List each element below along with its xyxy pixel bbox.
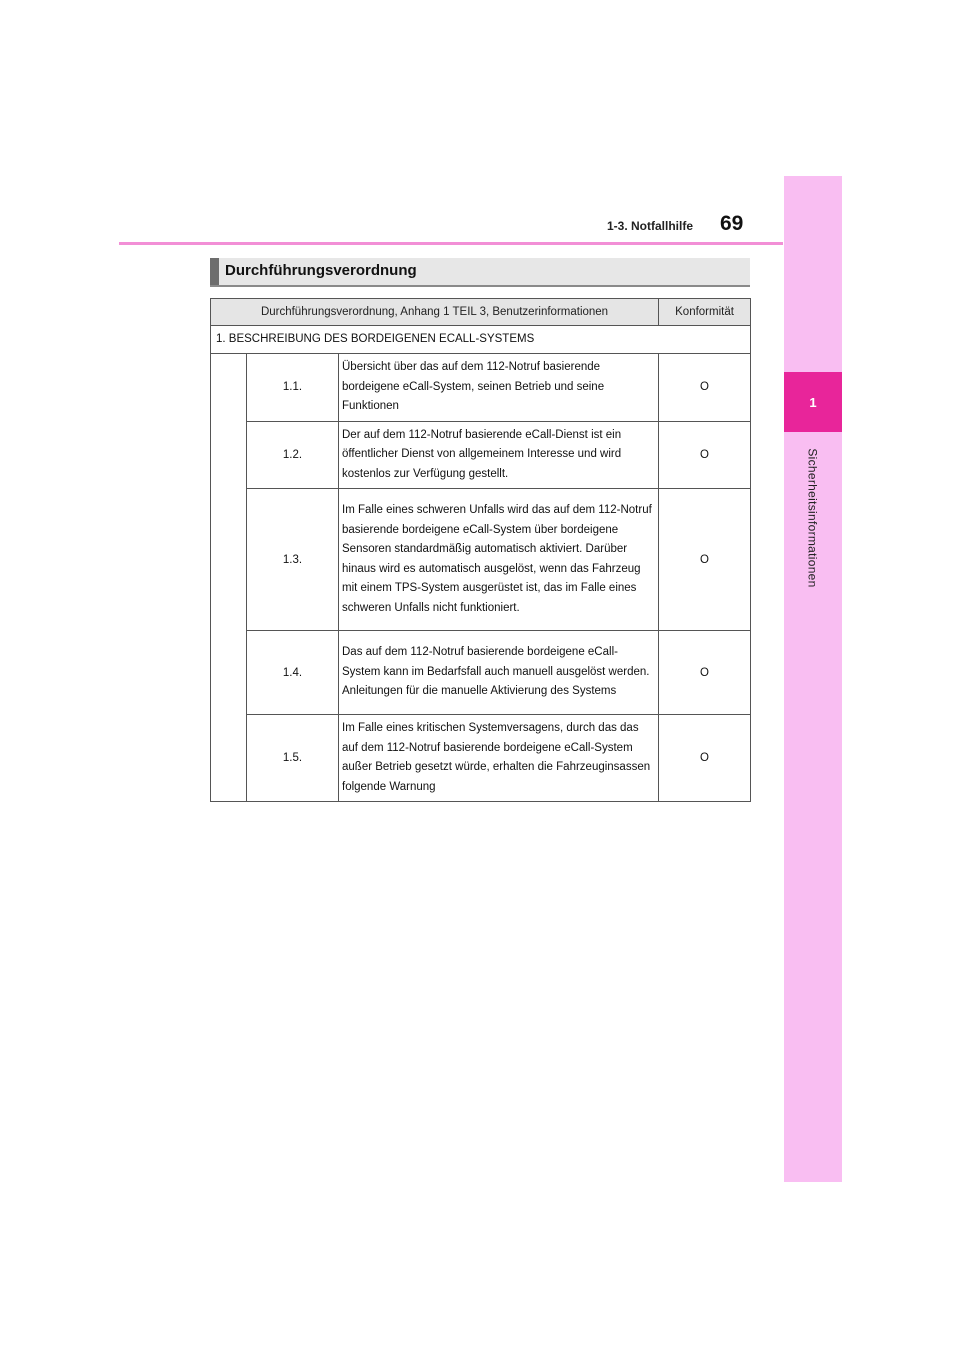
row-text: Das auf dem 112-Notruf basierende bordeigene eCall-System kann im Bedarfsfall auch manuell ausgelöst werden. Anleitungen für die manuelle Aktivierung des Systems — [339, 631, 659, 715]
row-number: 1.4. — [247, 631, 339, 715]
row-number: 1.5. — [247, 715, 339, 802]
chapter-number-box — [784, 372, 842, 432]
header-conformity: Konformität — [659, 299, 751, 326]
table-row — [211, 421, 751, 489]
regulation-table — [210, 298, 751, 802]
row-text: Übersicht über das auf dem 112-Notruf basierende bordeigene eCall-System, seinen Betrieb und seine Funktionen — [339, 354, 659, 422]
row-conformity: O — [659, 421, 751, 489]
heading-accent-block — [210, 258, 219, 285]
header-regulation: Durchführungsverordnung, Anhang 1 TEIL 3, Benutzerinformationen — [211, 299, 659, 326]
row-conformity: O — [659, 354, 751, 422]
table-row — [211, 354, 751, 422]
section-reference: 1-3. Notfallhilfe — [607, 219, 694, 233]
section-title: 1. BESCHREIBUNG DES BORDEIGENEN ECALL-SYSTEMS — [211, 326, 751, 354]
row-number: 1.1. — [247, 354, 339, 422]
header-rule — [119, 242, 783, 245]
row-text: Im Falle eines schweren Unfalls wird das auf dem 112-Notruf basierende bordeigene eCall-System über bordeigene Sensoren standardmäßig automatisch aktiviert. Darüber hinaus wird es automatisch ausgelöst, wenn das Fahrzeug mit einem TPS-System ausgerüstet ist, das im Falle eines schweren Unfalls nicht funktioniert. — [339, 489, 659, 631]
section-heading: Durchführungsverordnung — [225, 262, 417, 279]
table-row — [211, 715, 751, 802]
chapter-title-vertical — [784, 438, 842, 598]
row-number: 1.2. — [247, 421, 339, 489]
row-number: 1.3. — [247, 489, 339, 631]
section-heading-bar — [210, 258, 750, 287]
chapter-side-tab — [784, 176, 842, 1182]
section-title-row — [211, 326, 751, 354]
table-header-row — [211, 299, 751, 326]
row-conformity: O — [659, 715, 751, 802]
table-row — [211, 631, 751, 715]
chapter-title: Sicherheitsinformationen — [806, 448, 820, 588]
row-conformity: O — [659, 631, 751, 715]
table-row — [211, 489, 751, 631]
row-conformity: O — [659, 489, 751, 631]
chapter-number: 1 — [809, 394, 817, 410]
row-text: Im Falle eines kritischen Systemversagens, durch das das auf dem 112-Notruf basierende bordeigene eCall-System außer Betrieb gesetzt würde, erhalten die Fahrzeuginsassen folgende Warnung — [339, 715, 659, 802]
indent-cell — [211, 354, 247, 802]
page-number: 69 — [720, 212, 744, 235]
row-text: Der auf dem 112-Notruf basierende eCall-Dienst ist ein öffentlicher Dienst von allgemeinem Interesse und wird kostenlos zur Verfügung gestellt. — [339, 421, 659, 489]
